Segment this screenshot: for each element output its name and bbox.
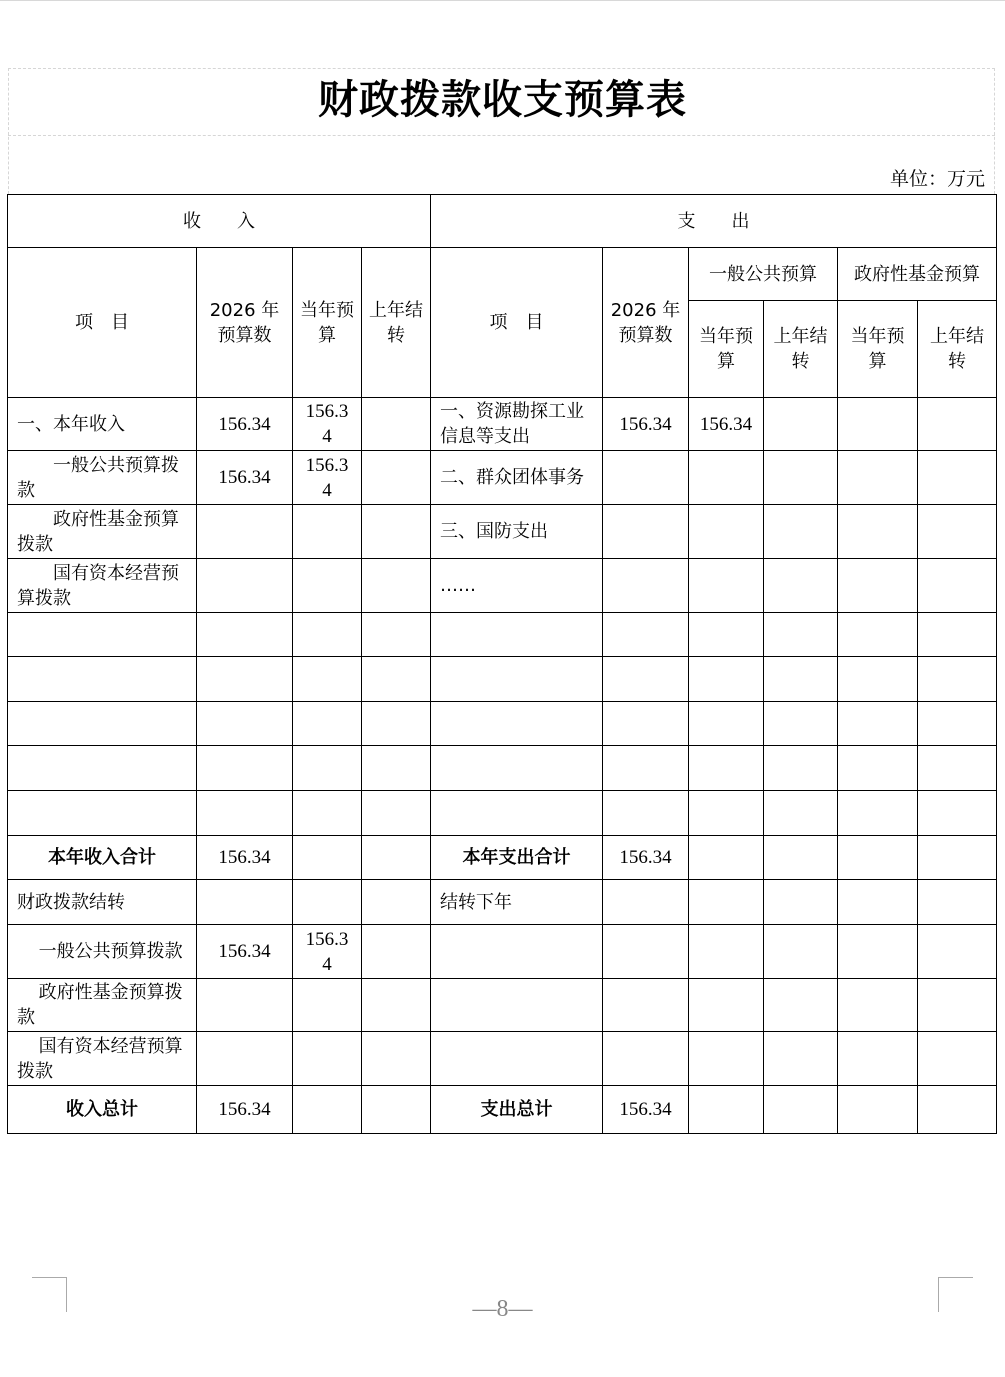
income-item: 收入总计 — [8, 1086, 197, 1134]
gf-current — [838, 398, 918, 451]
income-item: 财政拨款结转 — [8, 880, 197, 925]
gf-current — [838, 505, 918, 559]
table-row — [8, 451, 997, 505]
table-row — [8, 880, 997, 925]
table-row — [8, 1032, 997, 1086]
income-item: 本年收入合计 — [8, 836, 197, 880]
expense-item: …… — [431, 559, 603, 613]
table-row-empty — [8, 702, 997, 746]
gf-lastyear — [918, 505, 997, 559]
gf-lastyear — [918, 559, 997, 613]
expense-item: 支出总计 — [431, 1086, 603, 1134]
income-total — [197, 505, 293, 559]
income-item: 国有资本经营预算拨款 — [8, 559, 197, 613]
expense-item: 结转下年 — [431, 880, 603, 925]
gov-fund-header: 政府性基金预算 — [838, 248, 997, 301]
income-current — [293, 836, 362, 880]
top-rule — [0, 0, 1005, 1]
gf-lastyear — [918, 398, 997, 451]
title-frame-divider — [8, 135, 995, 136]
gp-current — [689, 505, 764, 559]
income-current-header: 当年预算 — [293, 248, 362, 398]
gf-lastyear — [918, 836, 997, 880]
gp-current-header: 当年预算 — [689, 301, 764, 398]
gf-current — [838, 559, 918, 613]
income-lastyear — [362, 398, 431, 451]
table-row-empty — [8, 746, 997, 791]
unit-label: 单位：万元 — [889, 168, 985, 190]
expense-total — [603, 880, 689, 925]
gf-lastyear-header: 上年结转 — [918, 301, 997, 398]
gf-current — [838, 451, 918, 505]
gp-current — [689, 836, 764, 880]
income-current: 156.34 — [293, 451, 362, 505]
expense-total: 156.34 — [603, 836, 689, 880]
expense-total — [603, 559, 689, 613]
gp-current — [689, 1086, 764, 1134]
income-item-header: 项 目 — [8, 248, 197, 398]
expense-item: 二、群众团体事务 — [431, 451, 603, 505]
table-row-empty — [8, 791, 997, 836]
income-item: 一般公共预算拨款 — [8, 925, 197, 979]
gf-current — [838, 836, 918, 880]
income-lastyear — [362, 559, 431, 613]
gp-lastyear — [764, 451, 838, 505]
expense-item: 本年支出合计 — [431, 836, 603, 880]
income-lastyear — [362, 925, 431, 979]
income-budget2026-header: 2026 年预算数 — [197, 248, 293, 398]
gp-lastyear — [764, 880, 838, 925]
expense-total: 156.34 — [603, 398, 689, 451]
expense-item-header: 项 目 — [431, 248, 603, 398]
income-lastyear-header: 上年结转 — [362, 248, 431, 398]
gp-lastyear — [764, 1086, 838, 1134]
expense-total: 156.34 — [603, 1086, 689, 1134]
header-row-1 — [8, 195, 997, 248]
income-lastyear — [362, 836, 431, 880]
expense-budget2026-header: 2026 年预算数 — [603, 248, 689, 398]
budget-table — [7, 194, 997, 1134]
income-item: 一般公共预算拨款 — [8, 451, 197, 505]
income-item: 国有资本经营预算拨款 — [8, 1032, 197, 1086]
gf-lastyear — [918, 1086, 997, 1134]
table-row-subtotal — [8, 836, 997, 880]
income-lastyear — [362, 451, 431, 505]
gp-current — [689, 559, 764, 613]
table-row-total — [8, 1086, 997, 1134]
table-row — [8, 559, 997, 613]
gf-current-header: 当年预算 — [838, 301, 918, 398]
gf-lastyear — [918, 451, 997, 505]
income-total: 156.34 — [197, 925, 293, 979]
header-row-2 — [8, 248, 997, 301]
expense-total — [603, 451, 689, 505]
income-total — [197, 880, 293, 925]
gp-current — [689, 880, 764, 925]
income-current: 156.34 — [293, 398, 362, 451]
gp-lastyear — [764, 559, 838, 613]
expense-total — [603, 505, 689, 559]
gf-lastyear — [918, 880, 997, 925]
gp-lastyear-header: 上年结转 — [764, 301, 838, 398]
gp-lastyear — [764, 505, 838, 559]
gp-lastyear — [764, 398, 838, 451]
table-row-empty — [8, 613, 997, 657]
income-total — [197, 559, 293, 613]
income-item: 政府性基金预算拨款 — [8, 505, 197, 559]
expense-item: 一、资源勘探工业信息等支出 — [431, 398, 603, 451]
income-current — [293, 559, 362, 613]
income-current — [293, 1086, 362, 1134]
table-row — [8, 979, 997, 1032]
gp-current — [689, 451, 764, 505]
table-row — [8, 398, 997, 451]
table-row — [8, 925, 997, 979]
income-current: 156.34 — [293, 925, 362, 979]
income-total: 156.34 — [197, 1086, 293, 1134]
page-number: —8— — [472, 1296, 533, 1322]
income-lastyear — [362, 880, 431, 925]
income-total: 156.34 — [197, 398, 293, 451]
income-item: 政府性基金预算拨款 — [8, 979, 197, 1032]
table-row — [8, 505, 997, 559]
gp-lastyear — [764, 836, 838, 880]
income-header: 收 入 — [8, 195, 431, 248]
general-public-header: 一般公共预算 — [689, 248, 838, 301]
gp-current: 156.34 — [689, 398, 764, 451]
income-item: 一、本年收入 — [8, 398, 197, 451]
income-total: 156.34 — [197, 836, 293, 880]
expense-header: 支 出 — [431, 195, 997, 248]
table-row-empty — [8, 657, 997, 702]
income-current — [293, 505, 362, 559]
income-current — [293, 880, 362, 925]
income-total: 156.34 — [197, 451, 293, 505]
gf-current — [838, 880, 918, 925]
page-title: 财政拨款收支预算表 — [318, 76, 687, 123]
expense-item: 三、国防支出 — [431, 505, 603, 559]
income-lastyear — [362, 505, 431, 559]
gf-current — [838, 1086, 918, 1134]
income-lastyear — [362, 1086, 431, 1134]
